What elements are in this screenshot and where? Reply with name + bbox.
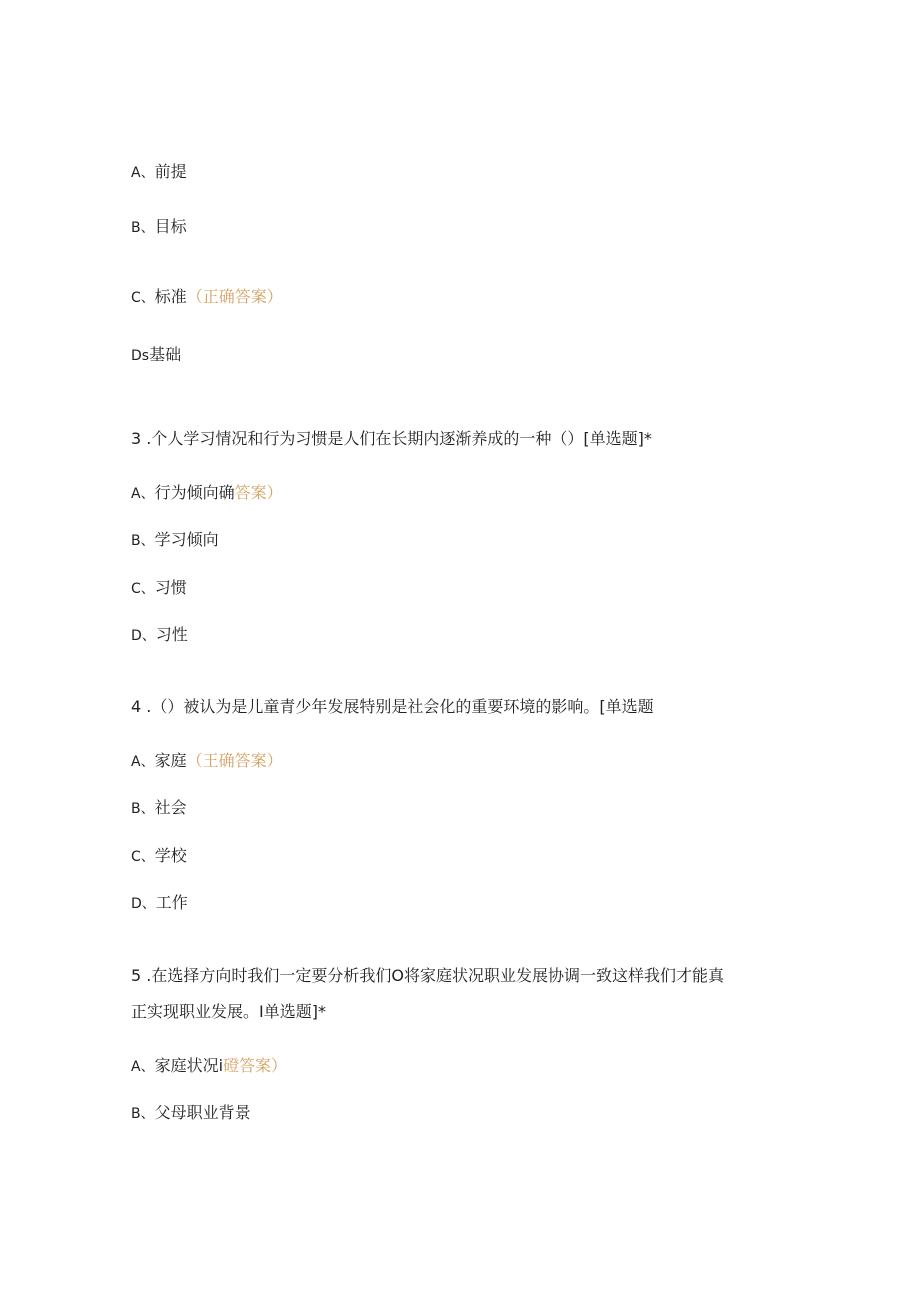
option-text: 目标 bbox=[154, 217, 187, 236]
q2-option-a bbox=[131, 161, 187, 184]
option-label: A、 bbox=[131, 754, 155, 770]
option-text: 学校 bbox=[154, 846, 187, 865]
q2-option-b bbox=[131, 216, 187, 239]
option-text: 行为倾向确 bbox=[154, 483, 235, 502]
option-text: 习性 bbox=[155, 625, 188, 644]
q4-option-a bbox=[131, 750, 283, 773]
correct-answer-marker: （正确答案） bbox=[186, 287, 283, 306]
option-label: B、 bbox=[131, 533, 155, 549]
option-text: 标准 bbox=[154, 287, 187, 306]
option-label: B、 bbox=[131, 801, 155, 817]
q4-option-b bbox=[131, 797, 187, 820]
q5-stem-line-2: 正实现职业发展。I单选题]* bbox=[131, 1002, 326, 1021]
q4-stem: 4 .（）被认为是儿童青少年发展特别是社会化的重要环境的影响。[单选题 bbox=[131, 697, 654, 716]
option-text: 前提 bbox=[154, 162, 187, 181]
option-label: D、 bbox=[131, 628, 156, 644]
q5-option-b bbox=[131, 1102, 251, 1125]
q5-option-a bbox=[131, 1055, 287, 1078]
option-label: A、 bbox=[131, 165, 155, 181]
option-text: 基础 bbox=[149, 345, 182, 364]
option-label: B、 bbox=[131, 220, 155, 236]
option-text: 工作 bbox=[155, 893, 188, 912]
q2-option-d bbox=[131, 344, 181, 367]
option-text: 父母职业背景 bbox=[154, 1103, 251, 1122]
q3-option-a bbox=[131, 482, 283, 505]
option-label: Ds bbox=[131, 348, 150, 364]
correct-answer-marker: 答案） bbox=[234, 483, 283, 502]
option-text: 习惯 bbox=[154, 578, 187, 597]
option-text: 家庭状况i bbox=[154, 1056, 224, 1075]
q3-option-d bbox=[131, 624, 188, 647]
q4-option-c bbox=[131, 845, 187, 868]
correct-answer-marker: 磴答案） bbox=[223, 1056, 288, 1075]
q4-option-d bbox=[131, 892, 188, 915]
option-text: 家庭 bbox=[154, 751, 187, 770]
option-label: C、 bbox=[131, 290, 155, 306]
option-text: 学习倾向 bbox=[154, 530, 219, 549]
q3-stem: 3 .个人学习情况和行为习惯是人们在长期内逐渐养成的一种（）[单选题]* bbox=[131, 429, 652, 448]
q3-option-b bbox=[131, 529, 219, 552]
option-label: C、 bbox=[131, 849, 155, 865]
correct-answer-marker: （王确答案） bbox=[186, 751, 283, 770]
option-label: C、 bbox=[131, 581, 155, 597]
option-label: A、 bbox=[131, 1059, 155, 1075]
option-label: B、 bbox=[131, 1106, 155, 1122]
q2-option-c bbox=[131, 286, 283, 309]
q5-stem-line-1: 5 .在选择方向时我们一定要分析我们O将家庭状况职业发展协调一致这样我们才能真 bbox=[131, 966, 724, 985]
option-label: D、 bbox=[131, 896, 156, 912]
q3-option-c bbox=[131, 577, 187, 600]
option-text: 社会 bbox=[154, 798, 187, 817]
option-label: A、 bbox=[131, 486, 155, 502]
